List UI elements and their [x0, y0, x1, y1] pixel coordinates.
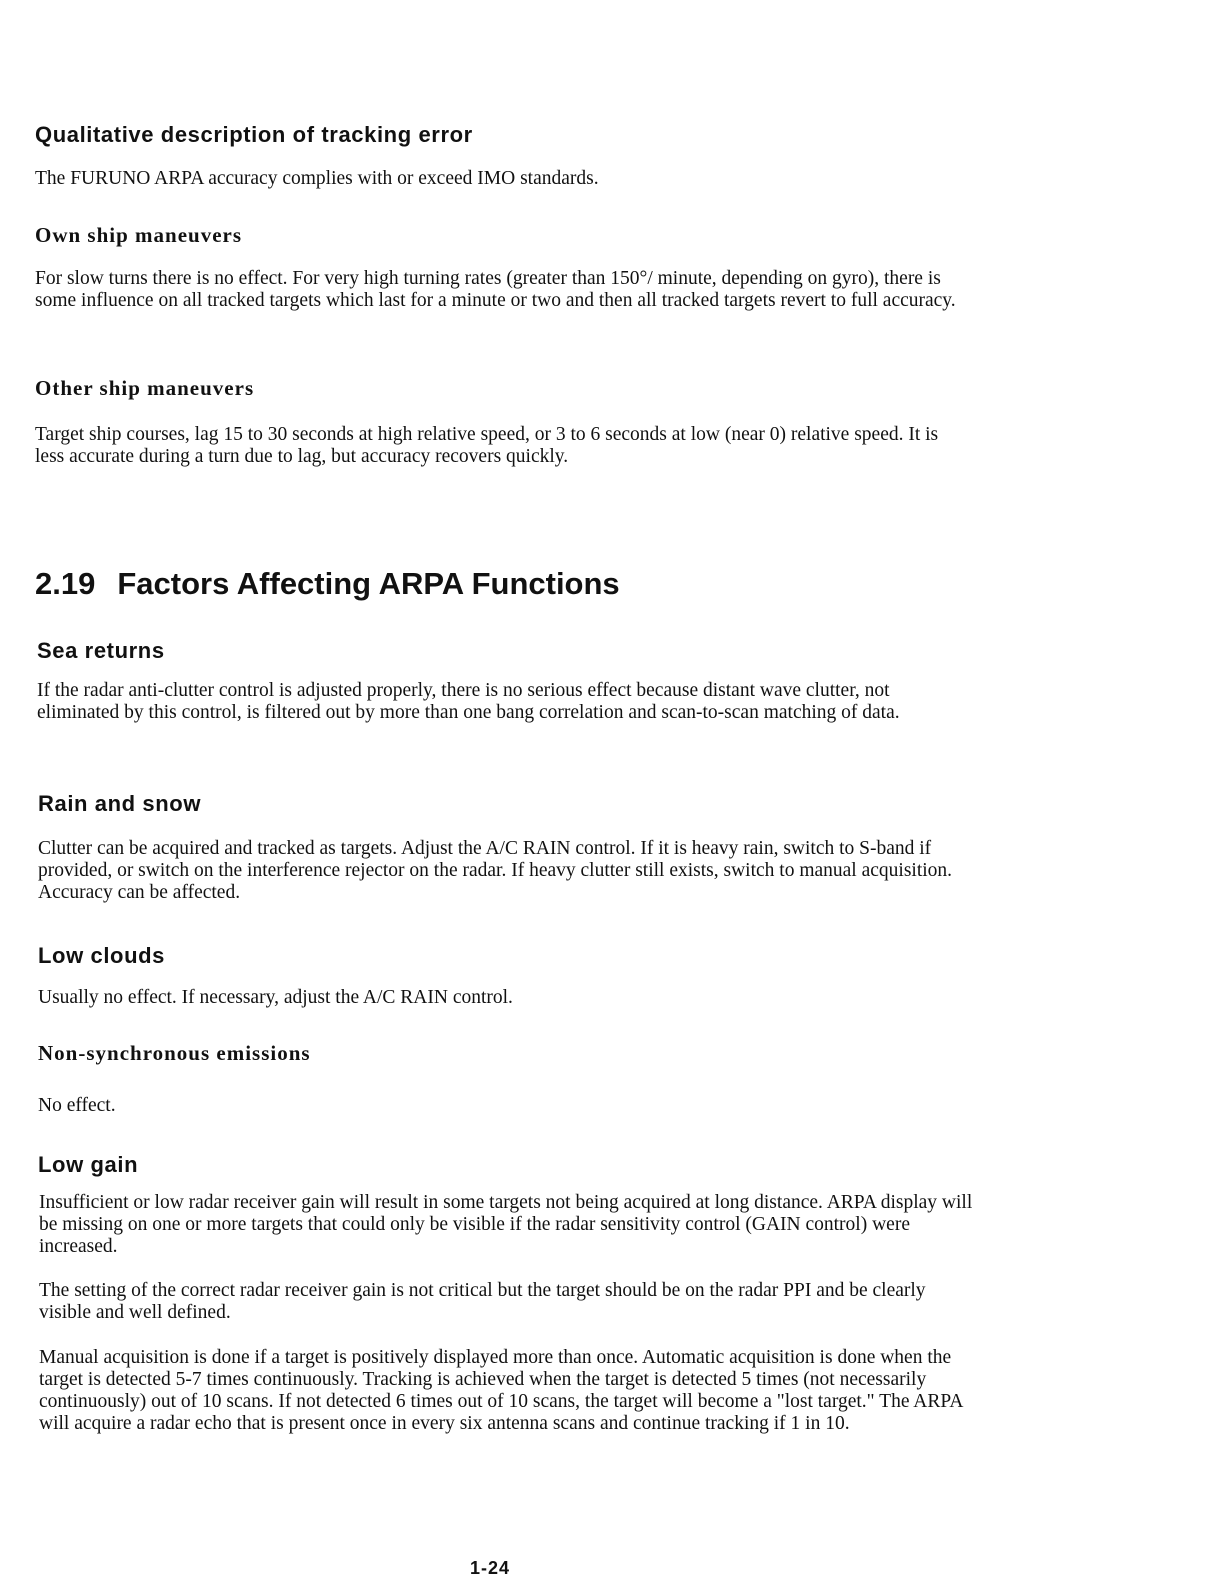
rain-snow-heading: Rain and snow [38, 791, 202, 816]
section-title-text: Factors Affecting ARPA Functions [117, 566, 620, 601]
low-gain-heading: Low gain [38, 1152, 139, 1177]
low-gain-paragraph-2: The setting of the correct radar receiver gain is not critical but the target should be on the radar PPI and be clearly visible and well defined. [39, 1280, 926, 1323]
section-title [35, 566, 620, 602]
low-clouds-text: Usually no effect. If necessary, adjust the A/C RAIN control. [38, 987, 513, 1008]
other-ship-text: Target ship courses, lag 15 to 30 seconds at high relative speed, or 3 to 6 seconds at low (near 0) relative speed. It is less accurate during a turn due to lag, but accuracy recovers quickly. [35, 424, 939, 467]
non-sync-heading: Non-synchronous emissions [38, 1041, 311, 1065]
own-ship-text: For slow turns there is no effect. For very high turning rates (greater than 150°/ minute, depending on gyro), there is some influence on all tracked targets which last for a minute or two and then all tracked targets revert to full accuracy. [35, 268, 956, 311]
tracking-error-heading: Qualitative description of tracking error [35, 122, 473, 147]
tracking-error-intro: The FURUNO ARPA accuracy complies with or exceed IMO standards. [35, 168, 599, 189]
low-gain-paragraph-1: Insufficient or low radar receiver gain will result in some targets not being acquired at long distance. ARPA display will be missing on one or more targets that could only be visible if the radar sensitivity control (GAIN control) were increased. [39, 1192, 973, 1257]
section-number: 2.19 [35, 566, 96, 601]
sea-returns-text: If the radar anti-clutter control is adjusted properly, there is no serious effect because distant wave clutter, not eliminated by this control, is filtered out by more than one bang correlation and scan-to-scan matching of data. [37, 680, 900, 723]
own-ship-heading: Own ship maneuvers [35, 223, 243, 247]
non-sync-text: No effect. [38, 1095, 116, 1116]
page-number: 1-24 [470, 1558, 511, 1578]
other-ship-heading: Other ship maneuvers [35, 376, 255, 400]
sea-returns-heading: Sea returns [37, 638, 165, 663]
rain-snow-text: Clutter can be acquired and tracked as targets. Adjust the A/C RAIN control. If it is heavy rain, switch to S-band if provided, or switch on the interference rejector on the radar. If heavy clutter still exists, switch to manual acquisition. Accuracy can be affected. [38, 838, 953, 903]
low-clouds-heading: Low clouds [38, 943, 165, 968]
low-gain-paragraph-3: Manual acquisition is done if a target is positively displayed more than once. Automatic acquisition is done when the target is detected 5-7 times continuously. Tracking is achieved when the target is detected 5 times (not necessarily continuously) out of 10 scans. If not detected 6 times out of 10 scans, the target will become a "lost target." The ARPA will acquire a radar echo that is present once in every six antenna scans and continue tracking if 1 in 10. [39, 1347, 963, 1434]
